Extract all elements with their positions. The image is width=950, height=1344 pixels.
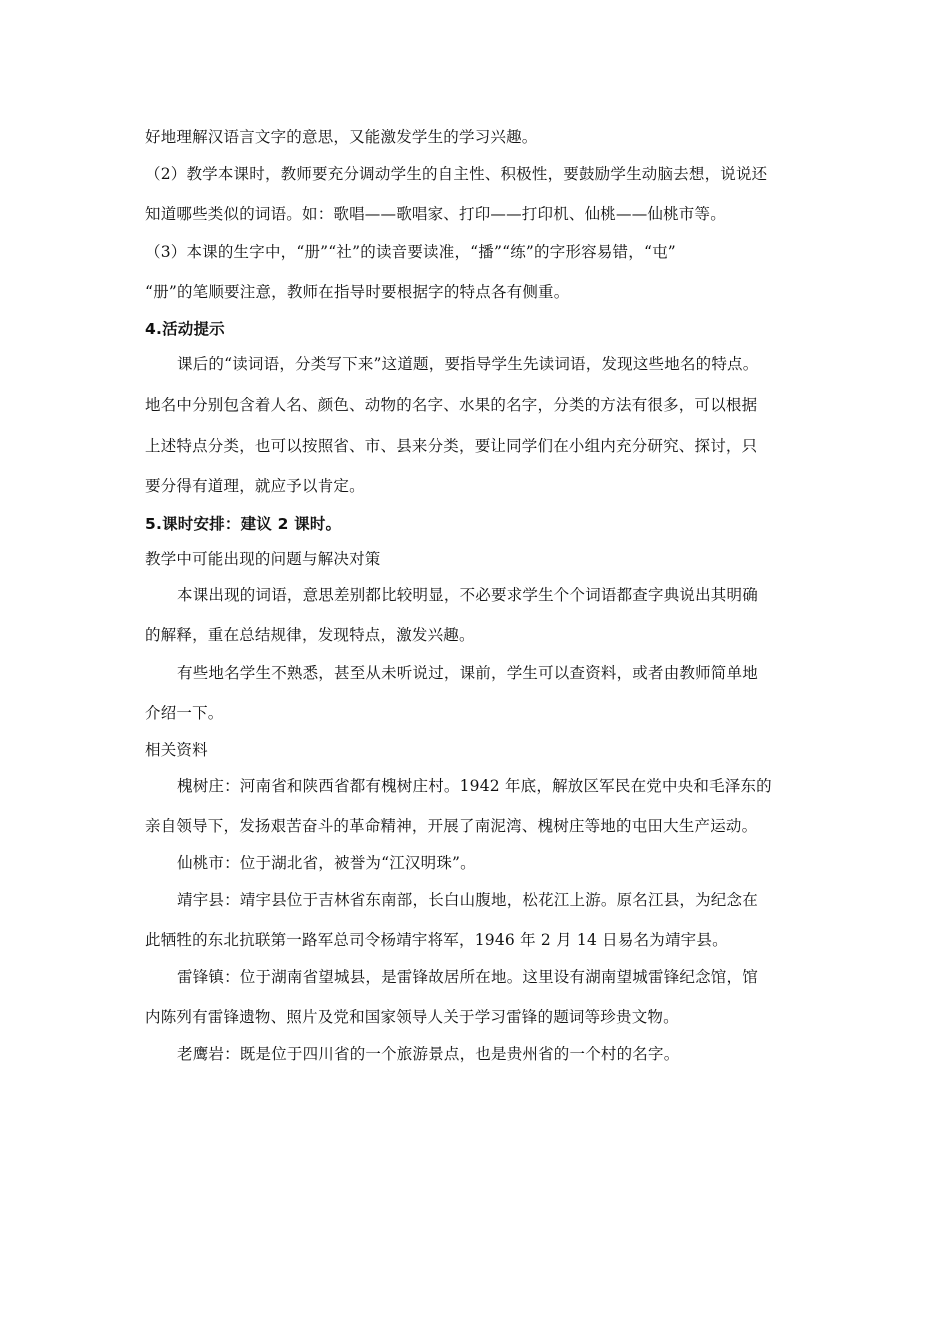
paragraph-line: （3）本课的生字中，“册”“社”的读音要读准，“播”“练”的字形容易错，“屯” bbox=[145, 243, 676, 261]
paragraph-line: 雷锋镇：位于湖南省望城县，是雷锋故居所在地。这里设有湖南望城雷锋纪念馆，馆 bbox=[177, 968, 758, 986]
section-heading-activity-tips: 4.活动提示 bbox=[145, 320, 225, 338]
paragraph-line: 要分得有道理，就应予以肯定。 bbox=[145, 477, 365, 495]
subheading-related-materials: 相关资料 bbox=[145, 741, 208, 759]
paragraph-line: 上述特点分类，也可以按照省、市、县来分类，要让同学们在小组内充分研究、探讨，只 bbox=[145, 437, 758, 455]
subheading-problems: 教学中可能出现的问题与解决对策 bbox=[145, 550, 381, 568]
paragraph-line: 仙桃市：位于湖北省，被誉为“江汉明珠”。 bbox=[177, 854, 476, 872]
paragraph-line: 亲自领导下，发扬艰苦奋斗的革命精神，开展了南泥湾、槐树庄等地的屯田大生产运动。 bbox=[145, 817, 758, 835]
paragraph-line: 知道哪些类似的词语。如：歌唱——歌唱家、打印——打印机、仙桃——仙桃市等。 bbox=[145, 205, 726, 223]
paragraph-line: 有些地名学生不熟悉，甚至从未听说过，课前，学生可以查资料，或者由教师简单地 bbox=[177, 664, 758, 682]
paragraph-line: 课后的“读词语，分类写下来”这道题，要指导学生先读词语，发现这些地名的特点。 bbox=[177, 355, 759, 373]
paragraph-line: 内陈列有雷锋遗物、照片及党和国家领导人关于学习雷锋的题词等珍贵文物。 bbox=[145, 1008, 679, 1026]
paragraph-line: 好地理解汉语言文字的意思，又能激发学生的学习兴趣。 bbox=[145, 128, 538, 146]
paragraph-line: 的解释，重在总结规律，发现特点，激发兴趣。 bbox=[145, 626, 475, 644]
paragraph-line: 此牺牲的东北抗联第一路军总司令杨靖宇将军，1946 年 2 月 14 日易名为靖宇县。 bbox=[145, 931, 728, 949]
paragraph-line: （2）教学本课时，教师要充分调动学生的自主性、积极性，要鼓励学生动脑去想，说说还 bbox=[145, 165, 768, 183]
paragraph-line: 介绍一下。 bbox=[145, 704, 224, 722]
paragraph-line: 靖宇县：靖宇县位于吉林省东南部，长白山腹地，松花江上游。原名江县，为纪念在 bbox=[177, 891, 758, 909]
section-heading-schedule: 5.课时安排：建议 2 课时。 bbox=[145, 515, 342, 533]
paragraph-line: 本课出现的词语，意思差别都比较明显，不必要求学生个个词语都查字典说出其明确 bbox=[177, 586, 758, 604]
paragraph-line: 地名中分别包含着人名、颜色、动物的名字、水果的名字，分类的方法有很多，可以根据 bbox=[145, 396, 758, 414]
paragraph-line: “册”的笔顺要注意，教师在指导时要根据字的特点各有侧重。 bbox=[145, 283, 570, 301]
paragraph-line: 老鹰岩：既是位于四川省的一个旅游景点，也是贵州省的一个村的名字。 bbox=[177, 1045, 680, 1063]
paragraph-line: 槐树庄：河南省和陕西省都有槐树庄村。1942 年底，解放区军民在党中央和毛泽东的 bbox=[177, 777, 772, 795]
